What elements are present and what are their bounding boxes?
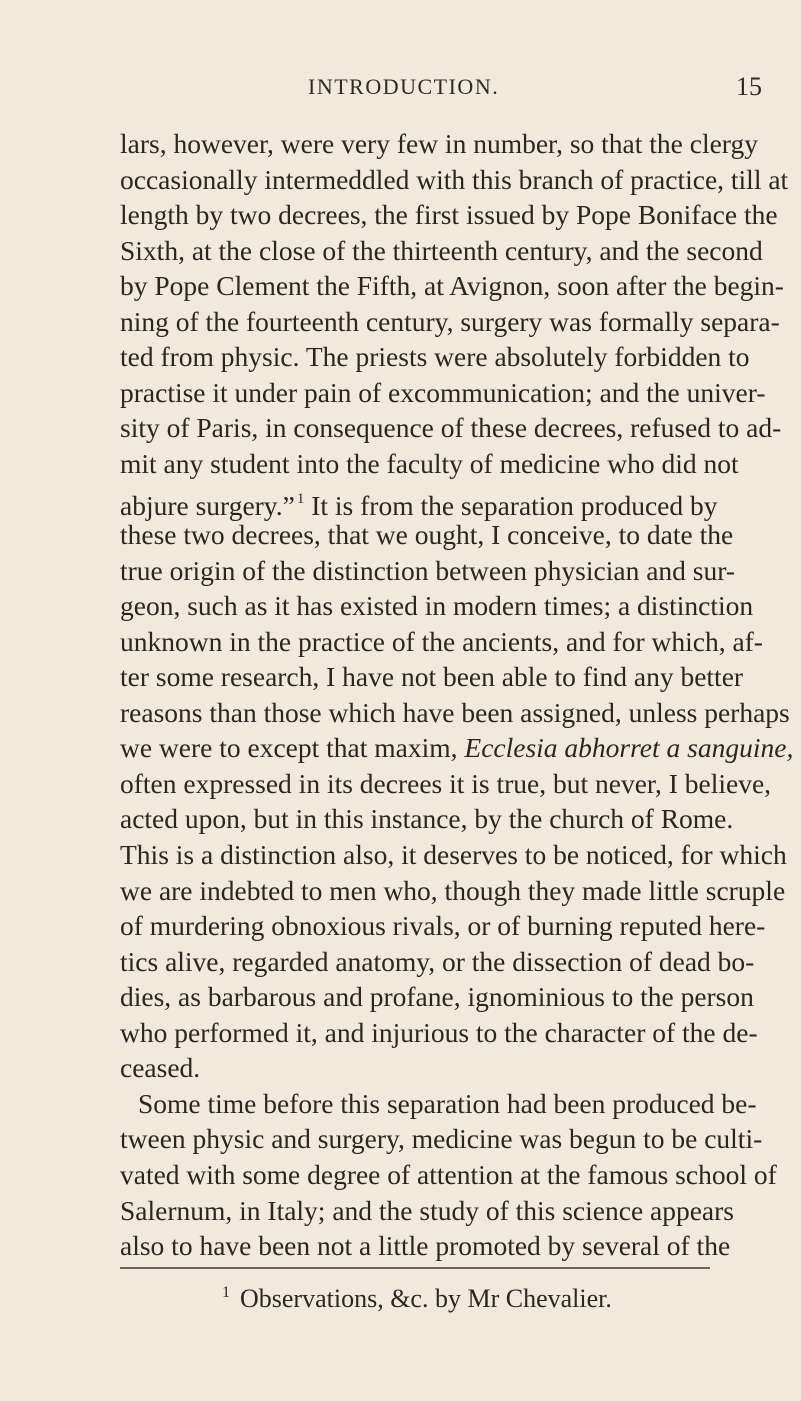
text-line: often expressed in its decrees it is true, but never, I believe, — [120, 767, 772, 799]
footnote — [222, 1284, 612, 1314]
text-line: lars, however, were very few in number, so that the clergy — [120, 128, 758, 159]
text-fragment: It is from the separation produced by — [304, 489, 718, 521]
text-line: mit any student into the faculty of medicine who did not — [120, 447, 739, 479]
text-fragment: we were to except that maxim, — [120, 732, 465, 764]
text-line: by Pope Clement the Fifth, at Avignon, soon after the begin- — [120, 270, 784, 302]
footnote-reference: 1 — [296, 490, 305, 507]
text-line: length by two decrees, the first issued by Pope Boniface the — [120, 199, 778, 231]
text-line: ning of the fourteenth century, surgery was formally separa- — [120, 305, 780, 337]
page-number: 15 — [736, 72, 762, 101]
text-line: practise it under pain of excommunication; and the univer- — [120, 376, 766, 408]
text-line: ter some research, I have not been able to find any better — [120, 661, 744, 693]
text-line: tics alive, regarded anatomy, or the dissection of dead bo- — [120, 945, 755, 977]
text-line: dies, as barbarous and profane, ignominious to the person — [120, 981, 754, 1013]
text-line: occasionally intermeddled with this branch of practice, till at — [120, 163, 789, 195]
running-head-title: INTRODUCTION. — [308, 74, 500, 99]
text-line: Sixth, at the close of the thirteenth century, and the second — [120, 234, 763, 266]
footnote-mark: 1 — [222, 1284, 230, 1301]
latin-maxim: Ecclesia abhorret a sanguine, — [464, 732, 794, 764]
text-line: ceased. — [120, 1052, 201, 1084]
text-line: acted upon, but in this instance, by the church of Rome. — [120, 803, 734, 835]
footnote-text: Observations, &c. by Mr Chevalier. — [240, 1284, 612, 1313]
text-line: geon, such as it has existed in modern times; a distinction — [120, 590, 754, 622]
text-line: This is a distinction also, it deserves to be noticed, for which — [120, 839, 787, 870]
text-line: these two decrees, that we ought, I conceive, to date the — [120, 519, 734, 550]
text-line: we are indebted to men who, though they made little scruple — [120, 874, 786, 906]
text-line: unknown in the practice of the ancients, and for which, af- — [120, 625, 763, 657]
text-line: vated with some degree of attention at the famous school of — [120, 1158, 777, 1190]
text-line: also to have been not a little promoted by several of the — [120, 1230, 731, 1261]
text-line: reasons than those which have been assigned, unless perhaps — [120, 696, 790, 728]
text-line: ted from physic. The priests were absolutely forbidden to — [120, 341, 750, 373]
running-head — [0, 74, 801, 102]
paragraph-first-line: Some time before this separation had been produced be- — [138, 1087, 757, 1119]
footnote-rule — [120, 1267, 710, 1269]
text-line: Salernum, in Italy; and the study of this science appears — [120, 1194, 734, 1226]
text-line: true origin of the distinction between physician and sur- — [120, 554, 735, 586]
text-fragment: abjure surgery.” — [120, 489, 295, 521]
text-line: who performed it, and injurious to the character of the de- — [120, 1016, 758, 1048]
text-line: of murdering obnoxious rivals, or of burning reputed here- — [120, 910, 766, 942]
text-line-italic-maxim — [120, 730, 794, 766]
text-line: sity of Paris, in consequence of these decrees, refused to ad- — [120, 412, 782, 444]
text-line-footnote-ref — [120, 482, 718, 521]
text-line: tween physic and surgery, medicine was begun to be culti- — [120, 1123, 763, 1155]
